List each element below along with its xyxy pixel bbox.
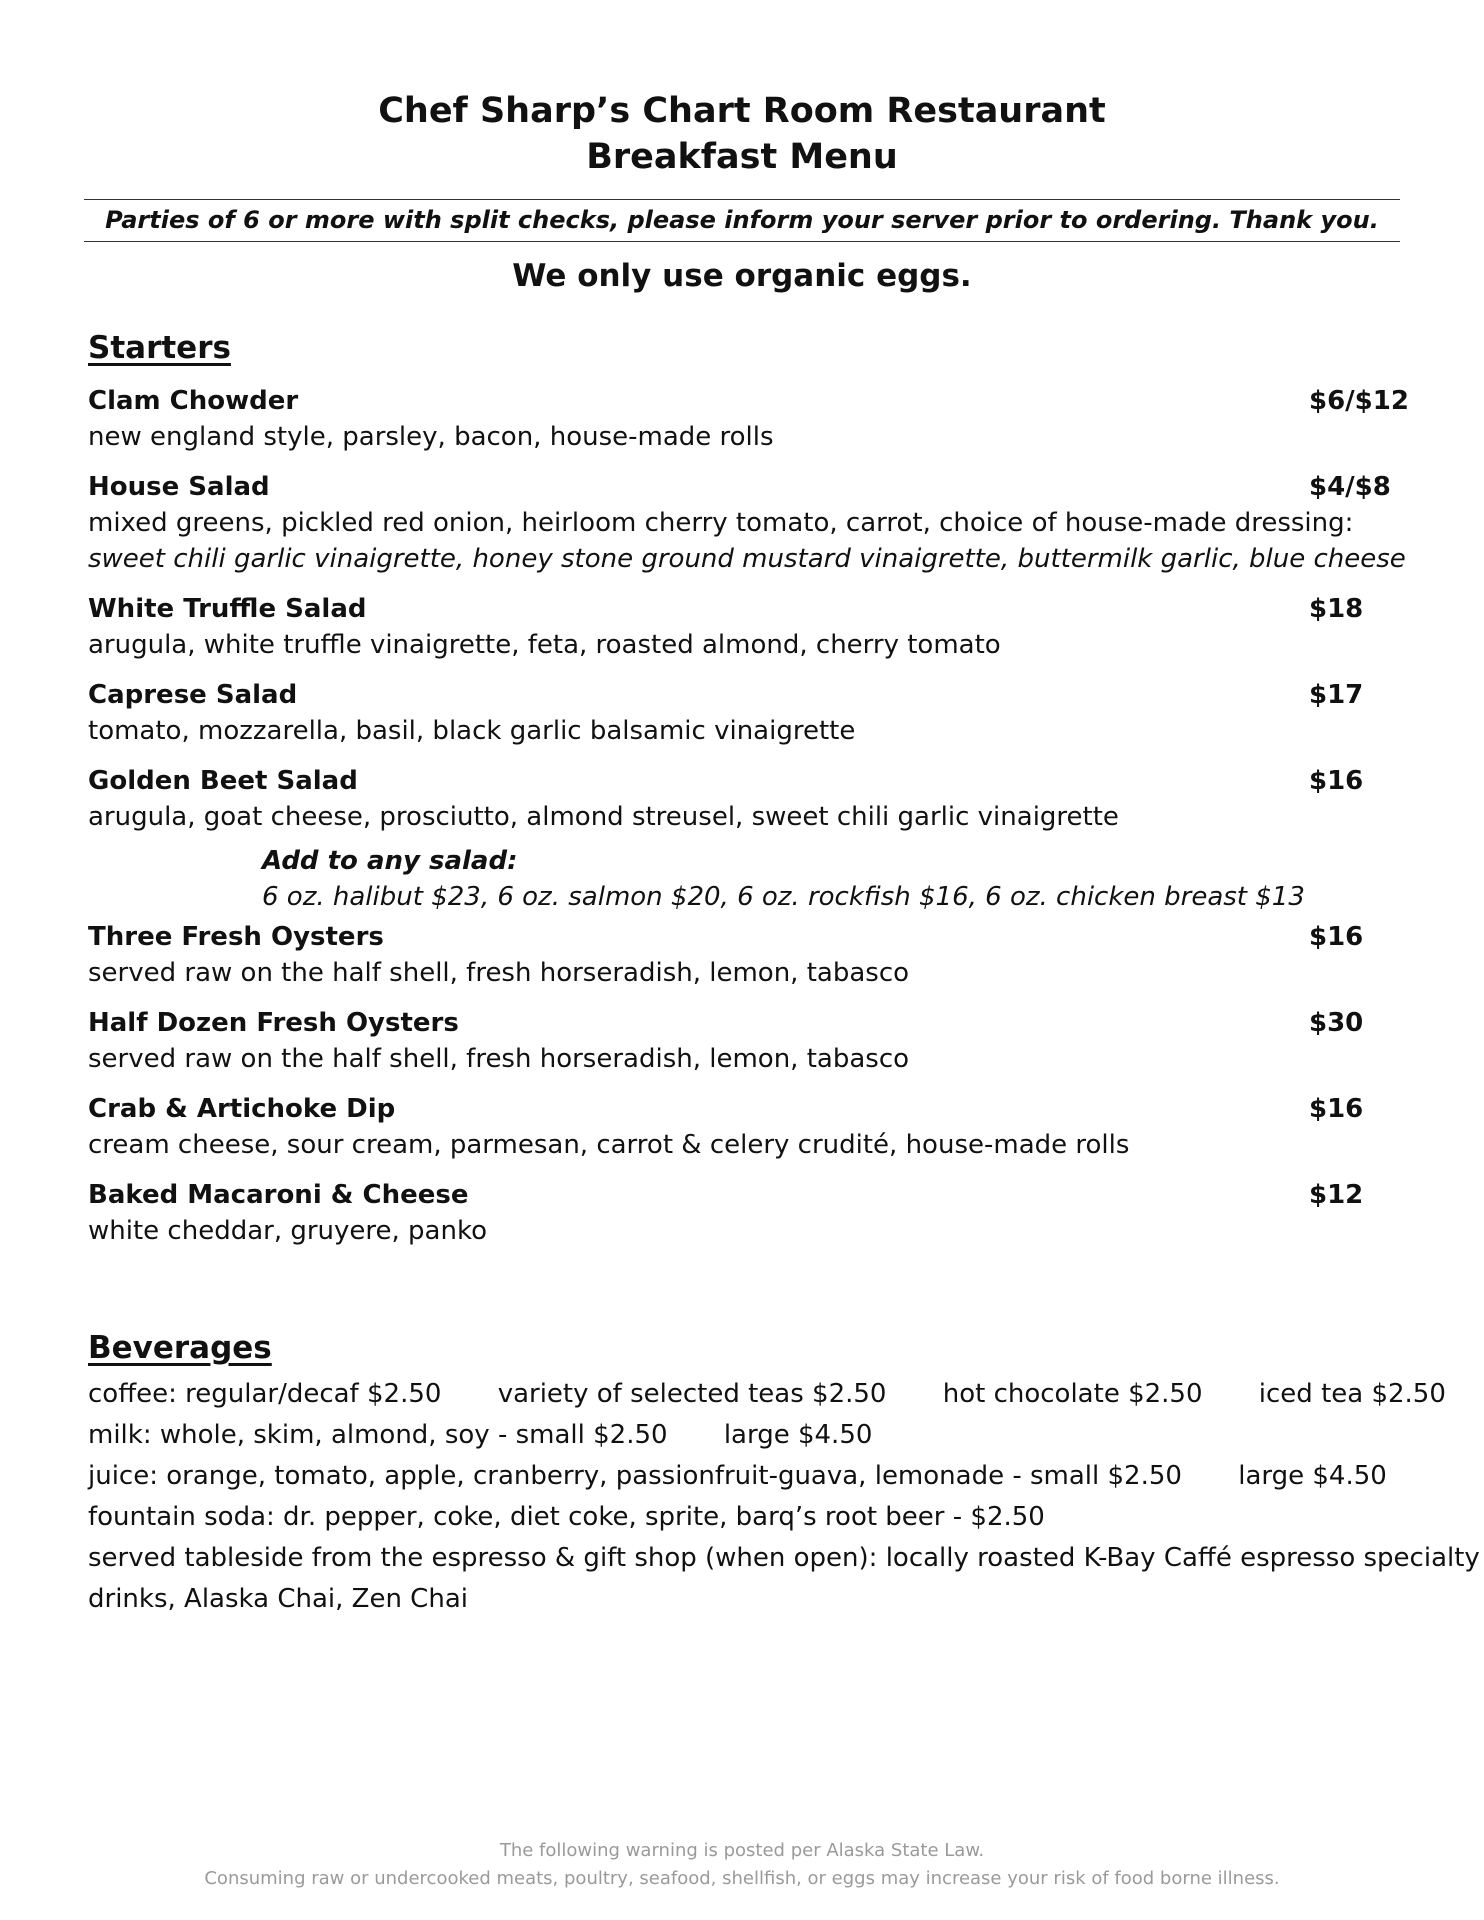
item-description: white cheddar, gruyere, panko (88, 1216, 488, 1246)
item-price: $18 (1309, 594, 1364, 624)
legal-warning-text: Consuming raw or undercooked meats, poultry, seafood, shellfish, or eggs may increase your risk of food borne illness. (204, 1868, 1280, 1889)
beverage-list (88, 1374, 1480, 1620)
item-name: Baked Macaroni & Cheese (88, 1180, 469, 1210)
menu-item (88, 1006, 1398, 1077)
item-name: Three Fresh Oysters (88, 922, 384, 952)
item-price: $6/$12 (1309, 386, 1409, 416)
dressing-options: sweet chili garlic vinaigrette, honey stone ground mustard vinaigrette, buttermilk garlic, blue cheese (88, 544, 1406, 574)
addon-heading: Add to any salad: (262, 846, 518, 876)
restaurant-name: Chef Sharp’s Chart Room Restaurant (378, 91, 1106, 131)
beverage-entry: iced tea $2.50 (1258, 1379, 1446, 1409)
item-name: Golden Beet Salad (88, 766, 358, 796)
item-price: $16 (1309, 1094, 1364, 1124)
beverages-heading: Beverages (88, 1330, 272, 1366)
beverage-line (88, 1374, 1446, 1415)
item-name: White Truffle Salad (88, 594, 367, 624)
organic-eggs-note: We only use organic eggs. (512, 258, 972, 294)
item-name: House Salad (88, 472, 270, 502)
beverage-entry: hot chocolate $2.50 (942, 1379, 1203, 1409)
menu-item (88, 678, 1398, 749)
top-divider (84, 199, 1400, 200)
beverage-line: drinks, Alaska Chai, Zen Chai (88, 1584, 468, 1614)
item-name: Caprese Salad (88, 680, 298, 710)
item-name: Clam Chowder (88, 386, 299, 416)
menu-item (88, 920, 1398, 991)
bottom-divider (84, 241, 1400, 242)
menu-item (88, 470, 1406, 577)
item-price: $16 (1309, 922, 1364, 952)
beverage-line (88, 1415, 1408, 1456)
party-notice: Parties of 6 or more with split checks, please inform your server prior to ordering. Thank you. (105, 206, 1379, 234)
item-price: $16 (1309, 766, 1364, 796)
starters-heading: Starters (88, 330, 231, 366)
menu-item (88, 764, 1398, 835)
beverage-entry: coffee: regular/decaf $2.50 (88, 1379, 442, 1409)
item-description: tomato, mozzarella, basil, black garlic balsamic vinaigrette (88, 716, 856, 746)
beverage-entry: large $4.50 (1238, 1461, 1387, 1491)
item-name: Crab & Artichoke Dip (88, 1094, 396, 1124)
item-price: $12 (1309, 1180, 1364, 1210)
item-description: mixed greens, pickled red onion, heirloom cherry tomato, carrot, choice of house-made dressing: (88, 508, 1354, 538)
menu-item (88, 1178, 1398, 1249)
beverage-line: served tableside from the espresso & gift shop (when open): locally roasted K-Bay Caffé espresso specialty (88, 1543, 1480, 1573)
item-price: $4/$8 (1309, 472, 1391, 502)
item-description: new england style, parsley, bacon, house-made rolls (88, 422, 774, 452)
item-description: arugula, goat cheese, prosciutto, almond streusel, sweet chili garlic vinaigrette (88, 802, 1119, 832)
salad-addons (262, 843, 1305, 915)
menu-item (88, 592, 1398, 663)
item-description: arugula, white truffle vinaigrette, feta, roasted almond, cherry tomato (88, 630, 1001, 660)
menu-item (88, 384, 1409, 455)
item-description: served raw on the half shell, fresh horseradish, lemon, tabasco (88, 1044, 910, 1074)
legal-warning-intro: The following warning is posted per Alaska State Law. (499, 1840, 985, 1861)
addon-list: 6 oz. halibut $23, 6 oz. salmon $20, 6 oz. rockfish $16, 6 oz. chicken breast $13 (262, 882, 1305, 912)
beverage-line: fountain soda: dr. pepper, coke, diet coke, sprite, barq’s root beer - $2.50 (88, 1502, 1045, 1532)
beverage-line (88, 1456, 1408, 1497)
item-price: $17 (1309, 680, 1364, 710)
menu-item (88, 1092, 1398, 1163)
beverage-entry: milk: whole, skim, almond, soy - small $2.50 (88, 1420, 668, 1450)
beverage-entry: juice: orange, tomato, apple, cranberry, passionfruit-guava, lemonade - small $2.50 (88, 1461, 1182, 1491)
beverage-entry: variety of selected teas $2.50 (497, 1379, 887, 1409)
item-description: served raw on the half shell, fresh horseradish, lemon, tabasco (88, 958, 910, 988)
beverage-entry: large $4.50 (723, 1420, 873, 1450)
item-name: Half Dozen Fresh Oysters (88, 1008, 459, 1038)
item-price: $30 (1309, 1008, 1364, 1038)
menu-title: Breakfast Menu (586, 137, 898, 177)
item-description: cream cheese, sour cream, parmesan, carrot & celery crudité, house-made rolls (88, 1130, 1130, 1160)
